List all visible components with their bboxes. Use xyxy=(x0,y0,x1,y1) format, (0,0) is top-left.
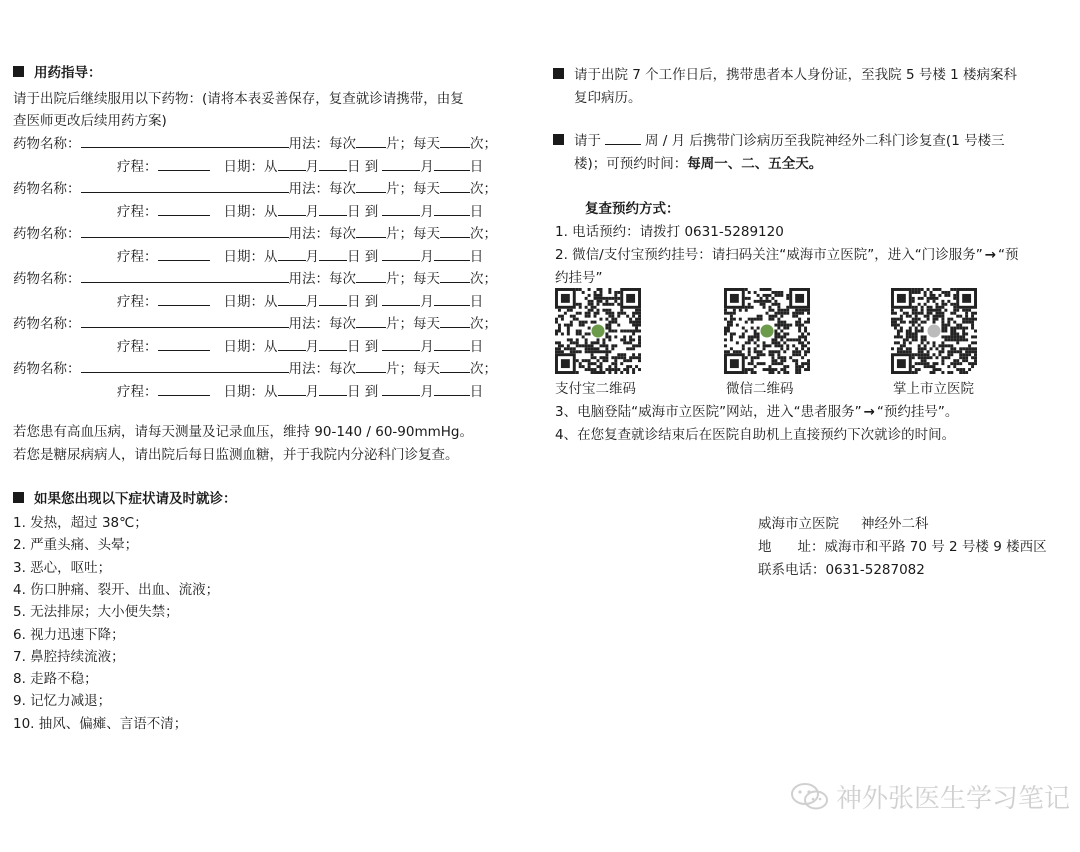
start-month-blank xyxy=(278,202,306,216)
month-label: 月 xyxy=(420,204,434,220)
booking-kiosk: 4、在您复查就诊结束后在医院自助机上直接预约下次就诊的时间。 xyxy=(555,427,956,443)
month-label: 月 xyxy=(305,339,319,355)
end-month-blank xyxy=(382,382,420,396)
followup-line2-days: 每周一、二、五全天。 xyxy=(687,156,823,172)
booking-phone: 1. 电话预约：请拨打 0631-5289120 xyxy=(555,224,784,240)
end-month-blank xyxy=(382,337,420,351)
symptom-item: 10. 抽风、偏瘫、言语不清； xyxy=(13,715,188,732)
symptom-item: 7. 鼻腔持续流液； xyxy=(13,648,125,665)
symptoms-heading xyxy=(13,486,237,508)
day-label: 日 xyxy=(469,294,484,310)
drug-name-label: 药物名称： xyxy=(13,181,81,197)
usage-label: 用法：每次 xyxy=(288,181,356,197)
day-label: 日 xyxy=(469,159,484,175)
day-to-label: 日 到 xyxy=(347,249,379,265)
hospital-address-line xyxy=(758,535,1047,555)
booking-web-pre: 3、电脑登陆“威海市立医院”网站，进入“患者服务” xyxy=(555,404,862,420)
start-day-blank xyxy=(319,337,347,351)
medication-intro-line1: 请于出院后继续服用以下药物：(请将本表妥善保存，复查就诊请携带，由复 xyxy=(13,91,464,107)
drug-name-label: 药物名称： xyxy=(13,316,81,332)
app-qr-icon xyxy=(891,288,977,374)
drug-name-row xyxy=(13,132,497,152)
medication-guide-heading xyxy=(13,60,528,82)
hospital-name: 威海市立医院 xyxy=(758,516,839,532)
drug-name-label: 药物名称： xyxy=(13,271,81,287)
date-label: 日期：从 xyxy=(223,384,278,400)
course-label: 疗程： xyxy=(117,339,158,355)
times-label: 次； xyxy=(470,361,497,377)
address-label-2: 址： xyxy=(797,539,825,555)
symptom-item: 4. 伤口肿痛、裂开、出血、流液； xyxy=(13,581,220,598)
start-month-blank xyxy=(278,292,306,306)
drug-name-row xyxy=(13,222,497,242)
times-label: 次； xyxy=(470,136,497,152)
usage-label: 用法：每次 xyxy=(288,226,356,242)
end-day-blank xyxy=(434,202,470,216)
records-item xyxy=(553,63,1017,83)
followup-pre: 请于 xyxy=(574,133,601,149)
start-day-blank xyxy=(319,247,347,261)
month-label: 月 xyxy=(420,384,434,400)
month-label: 月 xyxy=(305,159,319,175)
month-label: 月 xyxy=(420,294,434,310)
day-to-label: 日 到 xyxy=(347,159,379,175)
drug-name-row xyxy=(13,267,497,287)
day-to-label: 日 到 xyxy=(347,339,379,355)
start-day-blank xyxy=(319,292,347,306)
day-label: 日 xyxy=(469,339,484,355)
records-line1: 请于出院 7 个工作日后，携带患者本人身份证，至我院 5 号楼 1 楼病案科 xyxy=(574,67,1018,83)
date-label: 日期：从 xyxy=(223,339,278,355)
drug-name-blank xyxy=(81,269,289,283)
start-month-blank xyxy=(278,157,306,171)
address-label-1: 地 xyxy=(758,539,772,555)
usage-label: 用法：每次 xyxy=(288,136,356,152)
month-label: 月 xyxy=(305,204,319,220)
times-blank xyxy=(440,224,470,238)
medication-intro-line2: 查医师更改后续用药方案) xyxy=(13,113,167,129)
times-blank xyxy=(440,269,470,283)
end-day-blank xyxy=(434,247,470,261)
records-line2: 复印病历。 xyxy=(574,90,642,106)
course-blank xyxy=(158,382,210,396)
drug-course-row xyxy=(117,200,483,220)
start-month-blank xyxy=(278,247,306,261)
symptom-item: 6. 视力迅速下降； xyxy=(13,626,125,643)
alipay-qr-icon xyxy=(555,288,641,374)
booking-wechat-text: 2. 微信/支付宝预约挂号：请扫码关注“威海市立医院”，进入“门诊服务” xyxy=(555,247,983,263)
watermark-text: 神外张医生学习笔记 xyxy=(835,784,1070,814)
drug-name-label: 药物名称： xyxy=(13,361,81,377)
tablets-per-day-label: 片；每天 xyxy=(386,136,440,152)
dose-blank xyxy=(356,269,386,283)
month-label: 月 xyxy=(420,249,434,265)
times-blank xyxy=(440,314,470,328)
followup-period-blank xyxy=(605,131,641,145)
square-bullet-icon xyxy=(13,492,24,503)
dose-blank xyxy=(356,134,386,148)
end-month-blank xyxy=(382,292,420,306)
watermark xyxy=(790,778,1070,815)
times-blank xyxy=(440,179,470,193)
wechat-qr-icon xyxy=(724,288,810,374)
date-label: 日期：从 xyxy=(223,204,278,220)
day-label: 日 xyxy=(469,249,484,265)
drug-name-blank xyxy=(81,224,289,238)
symptom-item: 8. 走路不稳； xyxy=(13,671,98,688)
wechat-logo-icon xyxy=(790,781,830,813)
end-day-blank xyxy=(434,337,470,351)
course-blank xyxy=(158,202,210,216)
tablets-per-day-label: 片；每天 xyxy=(386,271,440,287)
course-blank xyxy=(158,157,210,171)
drug-course-row xyxy=(117,380,483,400)
end-day-blank xyxy=(434,382,470,396)
day-to-label: 日 到 xyxy=(347,294,379,310)
square-bullet-icon xyxy=(553,68,564,79)
left-column xyxy=(13,60,528,732)
month-label: 月 xyxy=(305,294,319,310)
drug-name-blank xyxy=(81,179,289,193)
usage-label: 用法：每次 xyxy=(288,316,356,332)
tablets-per-day-label: 片；每天 xyxy=(386,316,440,332)
start-day-blank xyxy=(319,382,347,396)
date-label: 日期：从 xyxy=(223,294,278,310)
square-bullet-icon xyxy=(553,134,564,145)
drug-course-row xyxy=(117,155,483,175)
course-blank xyxy=(158,247,210,261)
followup-item xyxy=(553,129,1005,149)
drug-name-label: 药物名称： xyxy=(13,226,81,242)
tablets-per-day-label: 片；每天 xyxy=(386,181,440,197)
day-label: 日 xyxy=(469,384,484,400)
end-month-blank xyxy=(382,247,420,261)
times-label: 次； xyxy=(470,226,497,242)
course-label: 疗程： xyxy=(117,294,158,310)
day-label: 日 xyxy=(469,204,484,220)
booking-wechat-line2: 约挂号” xyxy=(555,270,603,286)
start-month-blank xyxy=(278,382,306,396)
department-name: 神经外二科 xyxy=(861,516,929,532)
start-month-blank xyxy=(278,337,306,351)
dose-blank xyxy=(356,359,386,373)
end-day-blank xyxy=(434,157,470,171)
qr-caption: 掌上市立医院 xyxy=(893,381,974,397)
drug-course-row xyxy=(117,290,483,310)
course-blank xyxy=(158,292,210,306)
symptom-item: 1. 发热，超过 38℃； xyxy=(13,515,148,531)
start-day-blank xyxy=(319,202,347,216)
course-label: 疗程： xyxy=(117,159,158,175)
booking-wechat-line1 xyxy=(555,243,1019,263)
qr-caption: 微信二维码 xyxy=(726,381,794,397)
followup-line2 xyxy=(574,152,822,172)
times-label: 次； xyxy=(470,271,497,287)
month-label: 月 xyxy=(420,159,434,175)
symptom-item: 3. 恶心，呕吐； xyxy=(13,559,112,576)
hospital-phone: 联系电话：0631-5287082 xyxy=(758,562,925,578)
course-label: 疗程： xyxy=(117,384,158,400)
square-bullet-icon xyxy=(13,66,24,77)
tablets-per-day-label: 片；每天 xyxy=(386,226,440,242)
usage-label: 用法：每次 xyxy=(288,361,356,377)
hospital-name-line xyxy=(758,512,929,532)
diabetes-note: 若您是糖尿病病人，请出院后每日监测血糖，并于我院内分泌科门诊复查。 xyxy=(13,447,459,463)
drug-name-row xyxy=(13,312,497,332)
times-label: 次； xyxy=(470,181,497,197)
end-month-blank xyxy=(382,157,420,171)
month-label: 月 xyxy=(305,384,319,400)
medication-guide-title: 用药指导： xyxy=(34,65,102,81)
followup-mid: 周 / 月 后携带门诊病历至我院神经外二科门诊复查(1 号楼三 xyxy=(645,133,1005,149)
dose-blank xyxy=(356,314,386,328)
dose-blank xyxy=(356,224,386,238)
hospital-address: 威海市和平路 70 号 2 号楼 9 楼西区 xyxy=(824,539,1047,555)
drug-name-row xyxy=(13,177,497,197)
booking-title: 复查预约方式： xyxy=(585,201,680,217)
tablets-per-day-label: 片；每天 xyxy=(386,361,440,377)
arrow-right-icon: → xyxy=(863,404,875,420)
followup-line2-pre: 楼)；可预约时间： xyxy=(574,156,688,172)
drug-name-blank xyxy=(81,359,289,373)
end-month-blank xyxy=(382,202,420,216)
dose-blank xyxy=(356,179,386,193)
month-label: 月 xyxy=(305,249,319,265)
hypertension-note: 若您患有高血压病，请每天测量及记录血压，维持 90-140 / 60-90mmHg。 xyxy=(13,424,473,440)
symptom-item: 5. 无法排尿；大小便失禁； xyxy=(13,604,179,621)
symptoms-title: 如果您出现以下症状请及时就诊： xyxy=(34,491,237,507)
usage-label: 用法：每次 xyxy=(288,271,356,287)
arrow-right-icon: → xyxy=(984,247,997,263)
date-label: 日期：从 xyxy=(223,249,278,265)
booking-web xyxy=(555,400,958,420)
times-blank xyxy=(440,134,470,148)
drug-name-blank xyxy=(81,134,289,148)
drug-course-row xyxy=(117,245,483,265)
drug-name-label: 药物名称： xyxy=(13,136,81,152)
day-to-label: 日 到 xyxy=(347,384,379,400)
date-label: 日期：从 xyxy=(223,159,278,175)
day-to-label: 日 到 xyxy=(347,204,379,220)
end-day-blank xyxy=(434,292,470,306)
drug-course-row xyxy=(117,335,483,355)
month-label: 月 xyxy=(420,339,434,355)
course-label: 疗程： xyxy=(117,204,158,220)
course-blank xyxy=(158,337,210,351)
drug-name-blank xyxy=(81,314,289,328)
drug-name-row xyxy=(13,357,497,377)
symptom-item: 2. 严重头痛、头晕； xyxy=(13,537,139,554)
course-label: 疗程： xyxy=(117,249,158,265)
booking-wechat-tail: “预 xyxy=(998,247,1019,263)
times-blank xyxy=(440,359,470,373)
start-day-blank xyxy=(319,157,347,171)
qr-caption: 支付宝二维码 xyxy=(555,381,636,397)
symptom-item: 9. 记忆力减退； xyxy=(13,693,112,710)
times-label: 次； xyxy=(470,316,497,332)
booking-web-post: “预约挂号”。 xyxy=(876,404,959,420)
